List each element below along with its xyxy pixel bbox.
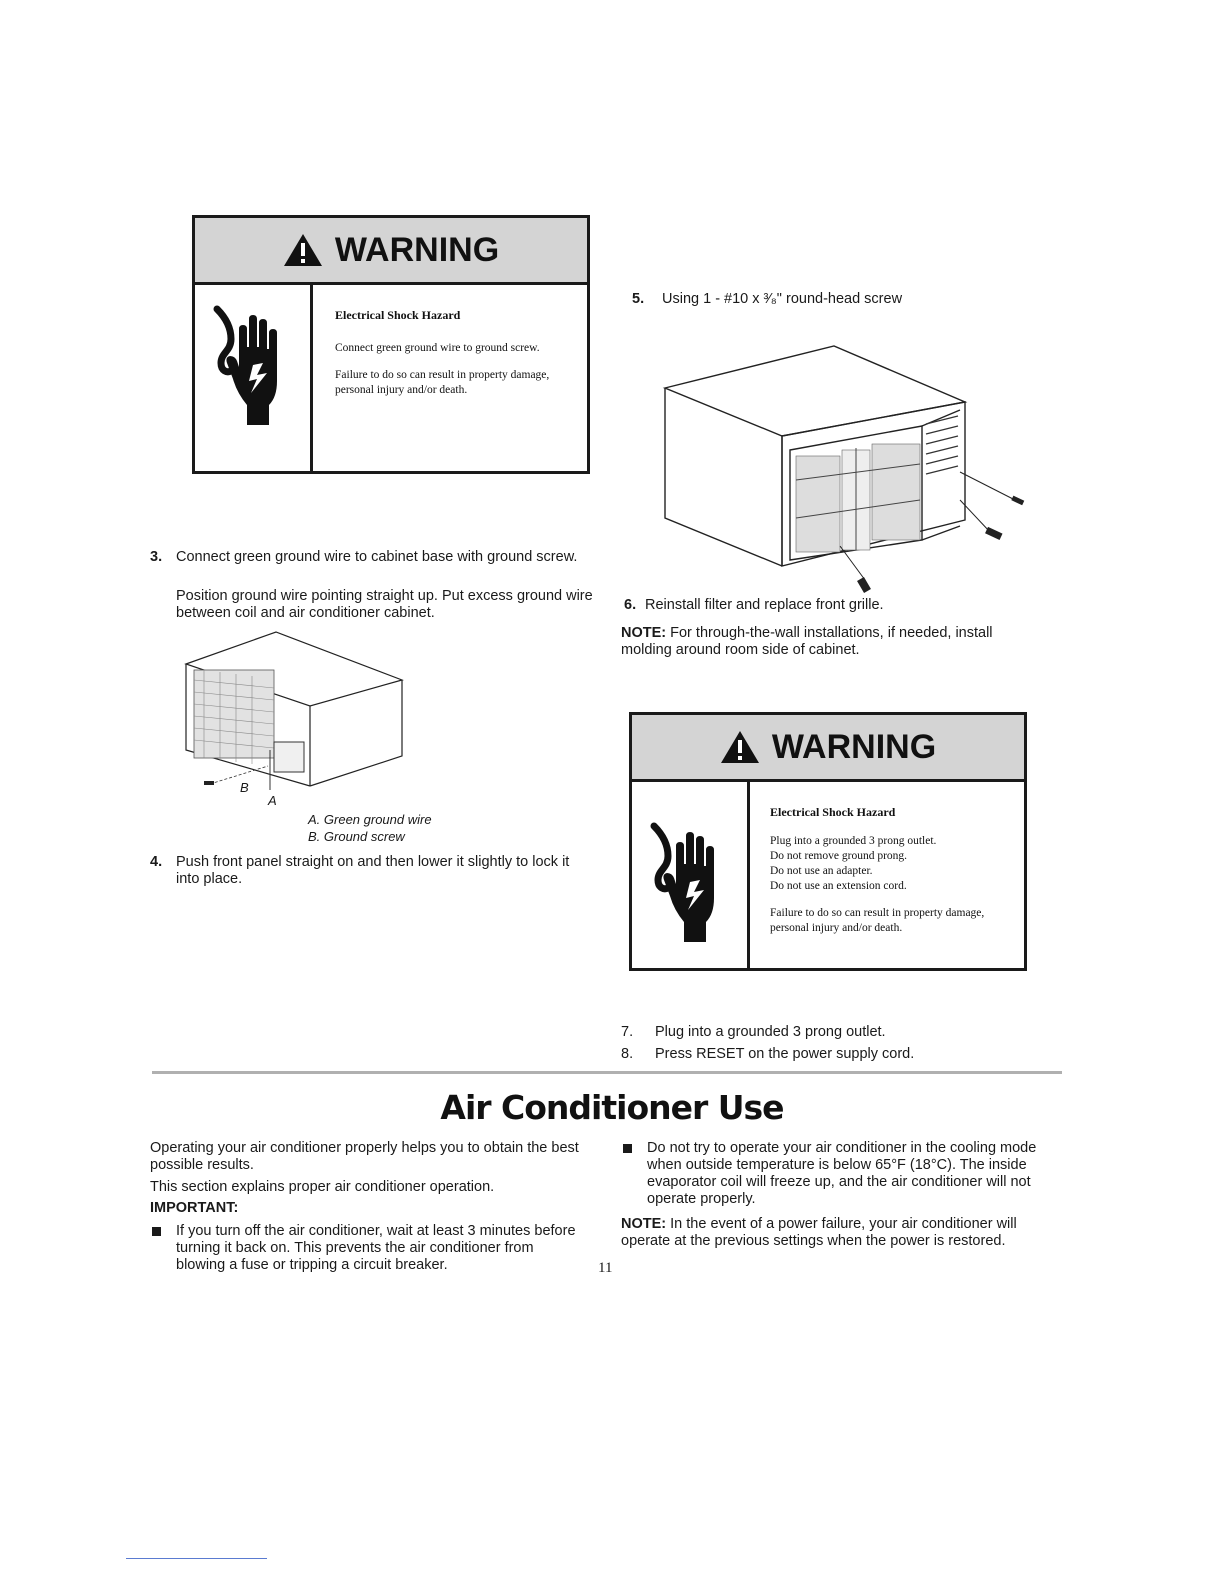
bullet-marker: [152, 1227, 161, 1236]
note-paragraph: [621, 625, 1041, 659]
intro-paragraph: This section explains proper air conditioner operation.: [150, 1179, 495, 1195]
page-number: 11: [598, 1260, 613, 1276]
warning-line: Do not remove ground prong.: [770, 850, 908, 862]
shock-hazard-icon-cell: [195, 285, 313, 471]
section-title: Air Conditioner Use: [440, 1088, 784, 1127]
figure-label-b: B: [240, 780, 249, 795]
warning-line: Failure to do so can result in property damage, personal injury and/or death.: [335, 369, 550, 396]
note-label: NOTE:: [621, 625, 667, 641]
step-subtext: Position ground wire pointing straight up. Put excess ground wire between coil and air conditioner cabinet.: [176, 588, 593, 621]
step-number: 8.: [621, 1046, 634, 1062]
warning-line: Plug into a grounded 3 prong outlet.: [770, 835, 937, 847]
figure-caption-a: A. Green ground wire: [308, 812, 432, 827]
warning-heading: WARNING: [771, 727, 937, 766]
bullet-text: If you turn off the air conditioner, wait at least 3 minutes before turning it back on. This prevents the air conditioner from blowing a fuse or tripping a circuit breaker.: [176, 1223, 576, 1273]
warning-footer: Failure to do so can result in property damage, personal injury and/or death.: [770, 907, 985, 934]
warning-box-grounded-outlet: [629, 712, 1027, 971]
warning-line: Do not use an adapter.: [770, 865, 873, 877]
note-text: For through-the-wall installations, if needed, install molding around room side of cabinet.: [621, 625, 993, 658]
warning-line: Connect green ground wire to ground screw.: [335, 342, 540, 354]
warning-title: Electrical Shock Hazard: [770, 805, 896, 819]
figure-caption-b: B. Ground screw: [308, 829, 405, 844]
electric-shock-hand-icon: [646, 818, 726, 948]
note-text: In the event of a power failure, your air conditioner will operate at the previous settings when the power is restored.: [621, 1216, 1017, 1249]
warning-line: Do not use an extension cord.: [770, 880, 907, 892]
step-text: Connect green ground wire to cabinet base with ground screw.: [176, 549, 578, 565]
intro-paragraph: Operating your air conditioner properly helps you to obtain the best possible results.: [150, 1140, 579, 1173]
warning-text: [770, 805, 1020, 936]
step-number: 4.: [150, 854, 163, 870]
shock-hazard-icon-cell: [632, 782, 750, 968]
step-text: Using 1 - #10 x ³⁄₈" round-head screw: [662, 291, 903, 307]
warning-heading: WARNING: [334, 230, 500, 269]
warning-triangle-icon: [720, 730, 760, 764]
warning-box-ground-wire: [192, 215, 590, 474]
step-number: 7.: [621, 1024, 634, 1040]
step-text: Push front panel straight on and then lower it slightly to lock it into place.: [176, 854, 570, 887]
bullet-marker: [623, 1144, 632, 1153]
section-divider: [152, 1071, 1062, 1074]
figure-label-a: A: [268, 793, 277, 808]
step-text: Plug into a grounded 3 prong outlet.: [655, 1024, 886, 1040]
step-number: 5.: [632, 291, 645, 307]
note-label: NOTE:: [621, 1216, 667, 1232]
warning-triangle-icon: [283, 233, 323, 267]
step-number: 6.: [624, 597, 637, 613]
step-text: Press RESET on the power supply cord.: [655, 1046, 915, 1062]
warning-header: [195, 218, 587, 285]
warning-text: [335, 308, 580, 410]
warning-title: Electrical Shock Hazard: [335, 308, 461, 322]
bullet-text: Do not try to operate your air conditioner in the cooling mode when outside temperature is below 65°F (18°C). The inside evaporator coil will freeze up, and the air conditioner will not operate properly.: [647, 1140, 1037, 1207]
electric-shock-hand-icon: [209, 301, 289, 431]
step-number: 3.: [150, 549, 163, 565]
warning-header: [632, 715, 1024, 782]
footnote-rule: [126, 1558, 267, 1559]
air-conditioner-back-illustration: [180, 630, 410, 810]
step-text: Reinstall filter and replace front grille.: [645, 597, 884, 613]
note-paragraph: [621, 1216, 1051, 1250]
important-label: IMPORTANT:: [150, 1200, 239, 1216]
air-conditioner-front-illustration: [660, 340, 1040, 600]
